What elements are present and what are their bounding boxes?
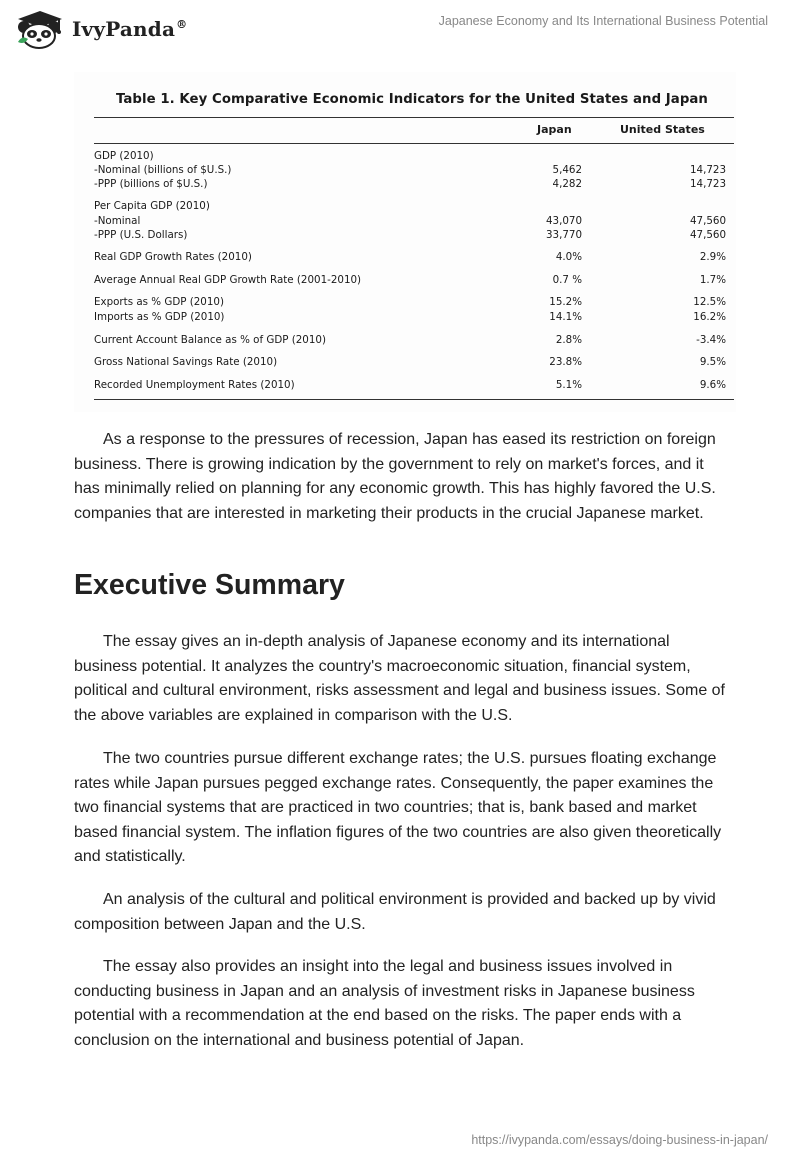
value-japan: 4.0%: [555, 251, 582, 263]
row-label: GDP (2010): [94, 150, 154, 162]
paragraph-recession-response: As a response to the pressures of recession, Japan has eased its restriction on foreign business. There is growing indication by the government to rely on market's forces, and it has minimally relied on planning for any economic growth. This has highly favored the U.S. companies that are interested in marketing their products in the crucial Japanese market.: [74, 431, 716, 522]
value-japan: 5,462: [552, 164, 582, 176]
row-label: Exports as % GDP (2010): [94, 296, 224, 308]
economic-indicators-table: [74, 72, 736, 412]
value-japan: 2.8%: [555, 334, 582, 346]
source-url-link[interactable]: https://ivypanda.com/essays/doing-business-in-japan/: [471, 1133, 768, 1147]
row-label: Recorded Unemployment Rates (2010): [94, 379, 295, 391]
column-header-japan: Japan: [537, 123, 572, 136]
value-us: 9.6%: [699, 379, 726, 391]
document-title: Japanese Economy and Its International Business Potential: [438, 14, 768, 28]
section-heading-executive-summary: Executive Summary: [74, 569, 345, 601]
value-japan: 14.1%: [549, 311, 582, 323]
value-us: 12.5%: [693, 296, 726, 308]
value-japan: 5.1%: [555, 379, 582, 391]
table-bottom-rule: [94, 399, 734, 400]
value-us: 16.2%: [693, 311, 726, 323]
value-us: 47,560: [689, 215, 726, 227]
value-us: 9.5%: [699, 356, 726, 368]
value-japan: 15.2%: [549, 296, 582, 308]
row-label: -PPP (billions of $U.S.): [94, 178, 208, 190]
value-japan: 33,770: [545, 229, 582, 241]
paragraph-summary-overview: The essay gives an in-depth analysis of Japanese economy and its international business potential. It analyzes the country's macroeconomic situation, financial system, political and cultural environment, risks assessment and legal and business issues. Some of the above variables are explained in comparison with the U.S.: [74, 633, 725, 724]
row-label: Current Account Balance as % of GDP (2010): [94, 334, 326, 346]
value-us: 47,560: [689, 229, 726, 241]
column-header-united-states: United States: [620, 123, 705, 136]
registered-mark: ®: [176, 18, 188, 32]
row-label: -Nominal: [94, 215, 141, 227]
table-caption: Table 1. Key Comparative Economic Indicators for the United States and Japan: [116, 92, 708, 107]
value-us: -3.4%: [696, 334, 726, 346]
value-us: 2.9%: [699, 251, 726, 263]
paragraph-cultural-political: An analysis of the cultural and political environment is provided and backed up by vivid composition between Japan and the U.S.: [74, 891, 716, 933]
value-us: 14,723: [689, 178, 726, 190]
row-label: Real GDP Growth Rates (2010): [94, 251, 252, 263]
value-japan: 23.8%: [549, 356, 582, 368]
row-label: Imports as % GDP (2010): [94, 311, 225, 323]
value-japan: 43,070: [545, 215, 582, 227]
row-label: -PPP (U.S. Dollars): [94, 229, 188, 241]
row-label: -Nominal (billions of $U.S.): [94, 164, 232, 176]
value-japan: 4,282: [552, 178, 582, 190]
paragraph-legal-business: The essay also provides an insight into the legal and business issues involved in conducting business in Japan and an analysis of investment risks in Japanese business potential with a recommendation at the end based on the risks. The paper ends with a conclusion on the international and business potential of Japan.: [74, 958, 695, 1049]
row-label: Gross National Savings Rate (2010): [94, 356, 278, 368]
panda-logo-icon: [14, 9, 66, 49]
value-us: 14,723: [689, 164, 726, 176]
paragraph-exchange-rates: The two countries pursue different exchange rates; the U.S. pursues floating exchange rates while Japan pursues pegged exchange rates. Consequently, the paper examines the two financial systems that are practiced in two countries; that is, bank based and market based financial system. The inflation figures of the two countries are also given theoretically and statistically.: [74, 750, 722, 866]
value-japan: 0.7 %: [552, 274, 582, 286]
row-label: Per Capita GDP (2010): [94, 200, 210, 212]
row-label: Average Annual Real GDP Growth Rate (2001-2010): [94, 274, 362, 286]
table-top-rule: [94, 117, 734, 118]
brand-name: IvyPanda: [72, 17, 176, 41]
value-us: 1.7%: [699, 274, 726, 286]
table-header-rule: [94, 143, 734, 144]
brand-logo[interactable]: [14, 9, 187, 49]
